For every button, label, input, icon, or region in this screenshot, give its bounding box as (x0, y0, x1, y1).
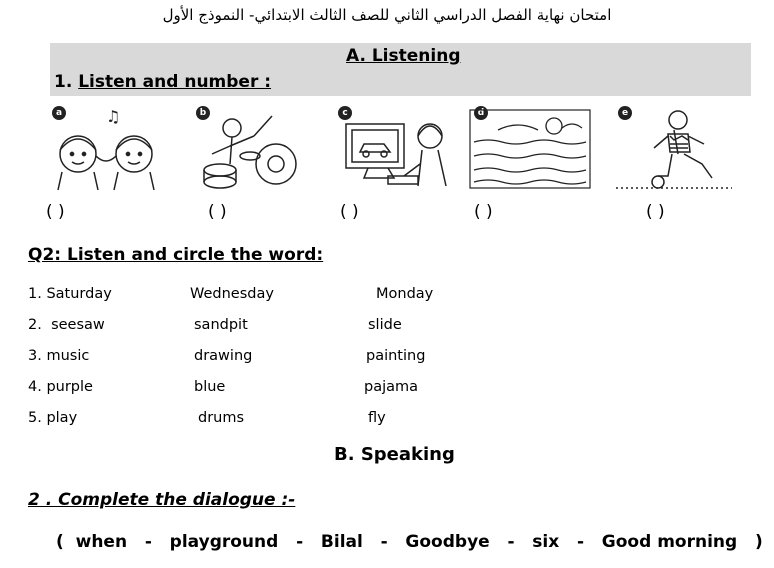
picture-d-badge: d (474, 106, 488, 120)
picture-b-badge: b (196, 106, 210, 120)
word-3b[interactable]: drawing (194, 348, 253, 364)
word-bank-sep: - (296, 532, 304, 552)
girls-listening-icon (48, 106, 168, 192)
answer-bracket-c[interactable]: ( ) (340, 202, 359, 222)
word-bank-close: ) (754, 532, 763, 552)
picture-c-badge: c (338, 106, 352, 120)
dialogue-title: 2 . Complete the dialogue :- (28, 490, 296, 510)
picture-a (48, 106, 168, 188)
picture-a-badge: a (52, 106, 66, 120)
word-4c[interactable]: pajama (364, 379, 419, 395)
word-bank-item: Good morning (601, 532, 738, 552)
word-4b[interactable]: blue (194, 379, 226, 395)
word-bank-open: ( (56, 532, 64, 552)
section-b-title: B. Speaking (334, 444, 455, 465)
answer-bracket-d[interactable]: ( ) (474, 202, 493, 222)
word-bank (56, 532, 763, 552)
word-5b[interactable]: drums (198, 410, 245, 426)
picture-e-badge: e (618, 106, 632, 120)
q1-title (54, 72, 271, 92)
word-bank-item: playground (169, 532, 279, 552)
q2-label: Q2: Listen and circle the word: (28, 245, 324, 265)
word-1c[interactable]: Monday (376, 286, 434, 302)
word-bank-item: Bilal (320, 532, 363, 552)
word-bank-item: Goodbye (405, 532, 490, 552)
word-bank-item: six (532, 532, 560, 552)
word-1b[interactable]: Wednesday (190, 286, 274, 302)
answer-bracket-b[interactable]: ( ) (208, 202, 227, 222)
answer-bracket-a[interactable]: ( ) (46, 202, 65, 222)
q2-title (28, 245, 323, 265)
word-1a[interactable]: 1. Saturday (28, 286, 112, 302)
q1-number: 1. (54, 72, 73, 92)
word-5a[interactable]: 5. play (28, 410, 78, 426)
word-bank-sep: - (380, 532, 388, 552)
exam-title: امتحان نهاية الفصل الدراسي الثاني للصف الثالث الابتدائي- النموذج الأول (162, 6, 612, 24)
word-bank-item: when (75, 532, 128, 552)
svg-text:♫: ♫ (106, 107, 121, 126)
section-a-title: A. Listening (346, 46, 461, 66)
picture-c (334, 106, 454, 188)
picture-e (612, 106, 732, 188)
picture-b (192, 106, 312, 188)
word-bank-sep: - (576, 532, 585, 552)
word-bank-sep: - (507, 532, 515, 552)
picture-d (468, 106, 588, 188)
word-5c[interactable]: fly (368, 410, 386, 426)
drums-icon (192, 106, 312, 192)
word-4a[interactable]: 4. purple (28, 379, 93, 395)
word-2a[interactable]: 2. seesaw (28, 317, 105, 333)
word-3a[interactable]: 3. music (28, 348, 90, 364)
word-2c[interactable]: slide (368, 317, 402, 333)
computer-icon (334, 106, 454, 192)
word-2b[interactable]: sandpit (194, 317, 248, 333)
answer-bracket-e[interactable]: ( ) (646, 202, 665, 222)
word-bank-sep: - (144, 532, 152, 552)
football-icon (612, 106, 736, 192)
word-3c[interactable]: painting (366, 348, 426, 364)
q1-label: Listen and number : (78, 72, 272, 92)
swimming-icon (468, 106, 592, 192)
